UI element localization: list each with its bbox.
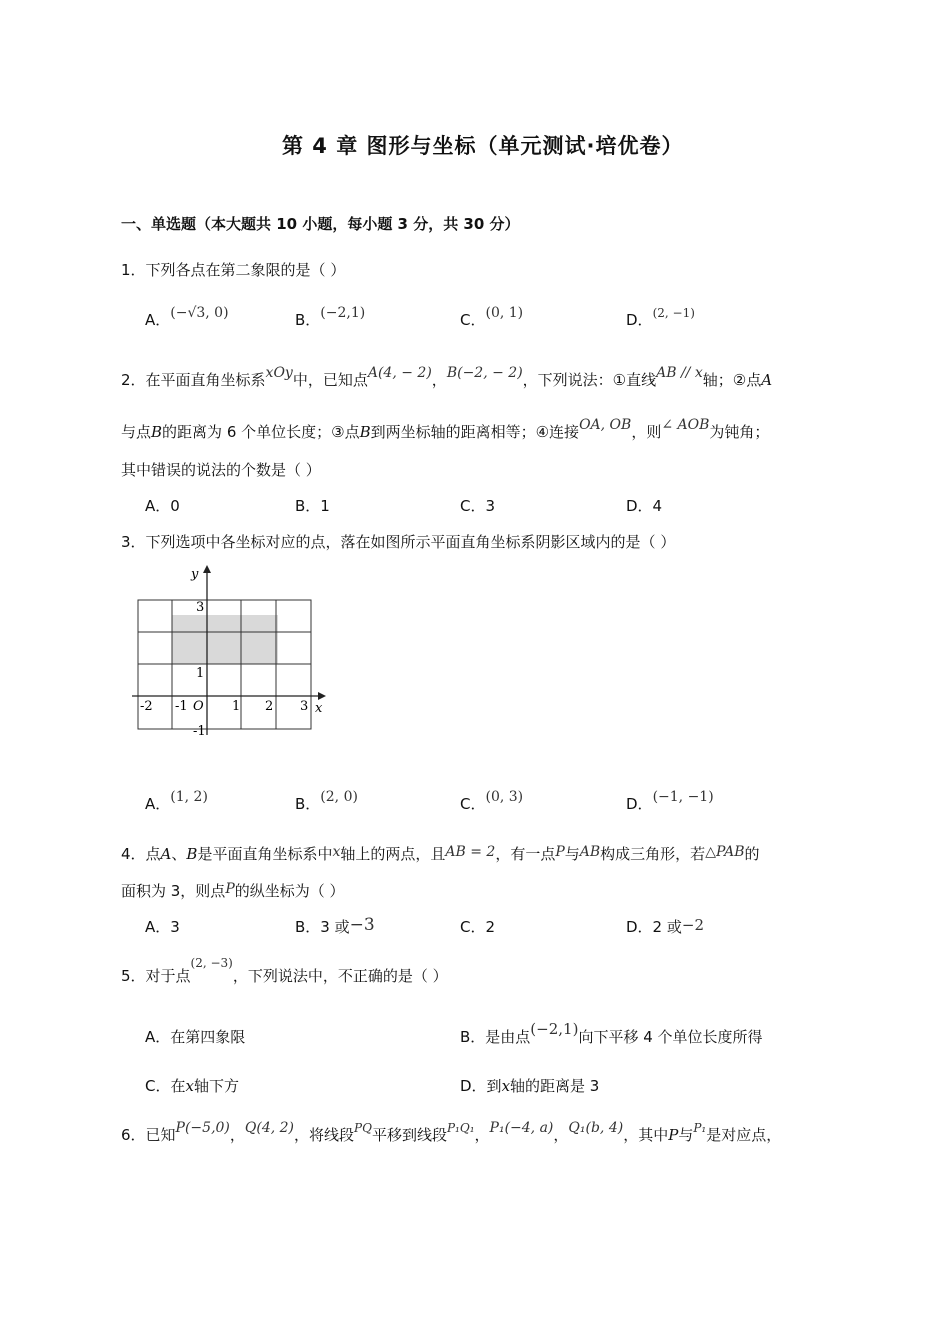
math: ∠ AOB — [661, 417, 710, 433]
math: B(−2, − 2) — [446, 365, 523, 381]
option-math: (2, 0) — [320, 789, 358, 805]
text: 的距离为 6 个单位长度；③点 — [162, 423, 360, 441]
x-tick-label: 3 — [300, 699, 309, 714]
option-label: A． — [145, 795, 171, 813]
math: OA, OB — [579, 417, 632, 433]
text: ，将线段 — [294, 1126, 355, 1144]
text: 2．在平面直角坐标系 — [121, 371, 266, 389]
variable: x — [501, 1077, 511, 1095]
option-label: B．3 或 — [295, 918, 350, 936]
text: 轴的距离是 3 — [510, 1077, 600, 1095]
x-tick-label: -1 — [175, 699, 188, 714]
y-axis-label: y — [191, 567, 199, 582]
question-3-stem: 3．下列选项中各坐标对应的点，落在如图所示平面直角坐标系阴影区域内的是（ ） — [121, 533, 676, 551]
y-tick-label: 3 — [196, 600, 205, 615]
text: 6．已知 — [121, 1126, 176, 1144]
q5-option-d — [460, 1075, 599, 1096]
q3-option-b — [295, 789, 358, 814]
question-2-line-2 — [121, 417, 770, 442]
x-tick-label: 2 — [265, 699, 274, 714]
question-6-line-1 — [121, 1120, 782, 1145]
text: 构成三角形，若 — [600, 845, 706, 863]
variable: A — [761, 371, 773, 389]
question-4-line-2 — [121, 880, 345, 901]
text: 与 — [678, 1126, 694, 1144]
math: x — [332, 844, 341, 860]
coordinate-figure — [130, 560, 330, 745]
text: B．是由点 — [460, 1028, 531, 1046]
option-label: B． — [295, 311, 321, 329]
math: Q(4, 2) — [244, 1120, 295, 1136]
variable: A — [160, 845, 172, 863]
math: A(4, − 2) — [367, 365, 432, 381]
math: xOy — [265, 365, 293, 381]
text: ， — [474, 1126, 490, 1144]
q4-option-d — [626, 916, 704, 937]
option-math: (−√3, 0) — [170, 305, 229, 321]
text: ， — [229, 1126, 245, 1144]
q4-option-c: C．2 — [460, 918, 496, 936]
math: (2, −3) — [190, 956, 233, 970]
section-heading: 一、单选题（本大题共 10 小题，每小题 3 分，共 30 分） — [121, 215, 520, 233]
option-label: D． — [626, 311, 653, 329]
option-math: −2 — [681, 916, 704, 934]
text: 向下平移 4 个单位长度所得 — [578, 1028, 763, 1046]
option-math: (0, 3) — [485, 789, 524, 805]
q2-option-b: B．1 — [295, 497, 330, 515]
x-axis-label: x — [315, 701, 323, 716]
math: P₁Q₁ — [446, 1121, 475, 1135]
math: Q₁(b, 4) — [568, 1120, 624, 1136]
origin-label: O — [193, 699, 204, 714]
q2-option-a: A．0 — [145, 497, 180, 515]
q3-option-c — [460, 789, 524, 814]
text: 4．点 — [121, 845, 161, 863]
option-label: C． — [460, 795, 486, 813]
math: AB — [579, 844, 601, 860]
option-math: (−2,1) — [320, 305, 366, 321]
option-label: A． — [145, 311, 171, 329]
text: 轴上的两点，且 — [340, 845, 446, 863]
math: PQ — [354, 1121, 372, 1135]
y-tick-label: -1 — [193, 724, 206, 739]
option-label: D． — [626, 795, 653, 813]
option-math: −3 — [349, 915, 375, 935]
option-math: (−2,1) — [530, 1020, 579, 1038]
variable: P — [668, 1126, 679, 1144]
option-label: C． — [460, 311, 486, 329]
math: P — [555, 844, 565, 860]
y-axis-arrow-icon — [203, 565, 211, 573]
variable: B — [359, 423, 371, 441]
question-5-stem — [121, 956, 448, 986]
x-tick-label: -2 — [140, 699, 153, 714]
text: 的 — [744, 845, 760, 863]
q1-option-b — [295, 305, 366, 330]
text: 是对应点， — [706, 1126, 782, 1144]
math: P₁(−4, a) — [489, 1120, 554, 1136]
shaded-region — [172, 615, 278, 664]
q5-option-b — [460, 1020, 763, 1047]
math: AB // x — [656, 365, 703, 381]
option-math: (0, 1) — [485, 305, 524, 321]
q4-option-b — [295, 916, 375, 937]
text: 、 — [171, 845, 187, 863]
option-math: (1, 2) — [170, 789, 208, 805]
text: 的纵坐标为（ ） — [234, 882, 345, 900]
question-2-line-3: 其中错误的说法的个数是（ ） — [121, 461, 321, 479]
text: ，下列说法：①直线 — [522, 371, 657, 389]
question-1-stem: 1．下列各点在第二象限的是（ ） — [121, 261, 346, 279]
text: 是平面直角坐标系中 — [197, 845, 333, 863]
text: 到两坐标轴的距离相等；④连接 — [370, 423, 580, 441]
text: 中，已知点 — [292, 371, 368, 389]
variable: B — [186, 845, 198, 863]
text: ， — [431, 371, 447, 389]
x-axis-arrow-icon — [318, 692, 326, 700]
q4-option-a: A．3 — [145, 918, 180, 936]
text: ，下列说法中，不正确的是（ ） — [232, 967, 448, 985]
q5-option-a: A．在第四象限 — [145, 1028, 246, 1046]
option-label: B． — [295, 795, 321, 813]
q1-option-d — [626, 306, 695, 330]
question-4-line-1 — [121, 843, 760, 864]
text: ，其中 — [623, 1126, 669, 1144]
math: AB = 2 — [445, 844, 496, 860]
math: △PAB — [705, 844, 745, 860]
q3-option-d — [626, 789, 714, 814]
math: P₁ — [693, 1121, 707, 1135]
page-title: 第 4 章 图形与坐标（单元测试·培优卷） — [282, 134, 684, 158]
option-math: (2, −1) — [652, 306, 695, 320]
text: ， — [553, 1126, 569, 1144]
q3-option-a — [145, 789, 208, 814]
text: ，则 — [631, 423, 662, 441]
q5-option-c — [145, 1075, 239, 1096]
text: 轴；②点 — [702, 371, 762, 389]
text: 为钝角； — [709, 423, 770, 441]
text: 与 — [564, 845, 580, 863]
option-label: D．2 或 — [626, 918, 682, 936]
q2-option-d: D．4 — [626, 497, 663, 515]
y-tick-label: 1 — [196, 666, 205, 681]
text: 5．对于点 — [121, 967, 191, 985]
math: P — [225, 881, 235, 897]
text: 与点 — [121, 423, 152, 441]
x-tick-label: 1 — [232, 699, 241, 714]
variable: x — [185, 1077, 194, 1095]
text: 平移到线段 — [371, 1126, 447, 1144]
question-2-line-1 — [121, 365, 773, 390]
q1-option-c — [460, 305, 524, 330]
text: C．在 — [145, 1077, 186, 1095]
text: 面积为 3，则点 — [121, 882, 226, 900]
q1-option-a — [145, 305, 229, 330]
math: P(−5,0) — [175, 1120, 230, 1136]
q2-option-c: C．3 — [460, 497, 496, 515]
option-math: (−1, −1) — [652, 789, 714, 805]
variable: B — [151, 423, 163, 441]
text: D．到 — [460, 1077, 502, 1095]
text: 轴下方 — [193, 1077, 239, 1095]
text: ，有一点 — [495, 845, 556, 863]
